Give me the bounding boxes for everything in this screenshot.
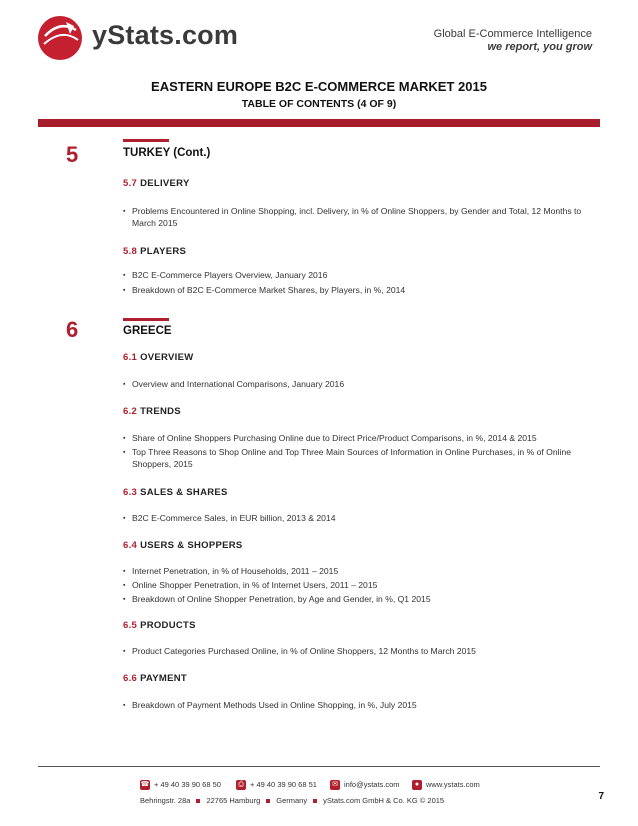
chapter-tab-marker	[123, 318, 169, 321]
toc-item: ▪ Problems Encountered in Online Shopping, incl. Delivery, in % of Online Shoppers, by Gender and Total, 12 Months to March 2015	[123, 206, 592, 229]
report-title: EASTERN EUROPE B2C E-COMMERCE MARKET 2015	[151, 79, 487, 94]
section-number: 6.1	[123, 352, 138, 363]
toc-item: ▪ Breakdown of B2C E-Commerce Market Shares, by Players, in %, 2014	[123, 285, 592, 297]
toc-item: ▪ Overview and International Comparisons, January 2016	[123, 379, 592, 391]
separator-square	[266, 799, 270, 803]
tagline-line1: Global E-Commerce Intelligence	[433, 28, 592, 40]
page-number: 7	[598, 791, 604, 802]
chapter-name: TURKEY (Cont.)	[123, 147, 211, 159]
footer-divider	[38, 766, 600, 767]
ystats-logo	[36, 14, 239, 66]
toc-item: ▪ B2C E-Commerce Players Overview, January 2016	[123, 270, 592, 282]
chapter-name: GREECE	[123, 325, 172, 337]
section-heading	[123, 620, 196, 631]
section-heading	[123, 246, 186, 257]
section-title: USERS & SHOPPERS	[140, 540, 243, 551]
toc-item: ▪ Share of Online Shoppers Purchasing Online due to Direct Price/Product Comparisons, in %, 2014 & 2015	[123, 433, 592, 445]
web-link[interactable]: www.ystats.com	[426, 780, 480, 789]
tagline-line2: we report, you grow	[487, 41, 592, 53]
section-title: OVERVIEW	[140, 352, 194, 363]
footer-web[interactable]	[412, 780, 480, 790]
section-number: 6.6	[123, 673, 138, 684]
toc-item: ▪ Breakdown of Online Shopper Penetration, by Age and Gender, in %, Q1 2015	[123, 594, 592, 606]
section-heading	[123, 673, 187, 684]
toc-item: ▪ Breakdown of Payment Methods Used in Online Shopping, in %, July 2015	[123, 700, 592, 712]
footer-address	[140, 796, 444, 805]
address-street: Behringstr. 28a	[140, 796, 191, 805]
email-link[interactable]: info@ystats.com	[344, 780, 400, 789]
section-title: TRENDS	[140, 406, 181, 417]
section-number: 6.3	[123, 487, 138, 498]
section-heading	[123, 540, 243, 551]
address-city: 22765 Hamburg	[206, 796, 261, 805]
section-heading	[123, 487, 228, 498]
section-number: 6.4	[123, 540, 138, 551]
globe-icon: ●	[412, 780, 422, 790]
toc-item: ▪ Product Categories Purchased Online, in % of Online Shoppers, 12 Months to March 2015	[123, 646, 592, 658]
toc-item: ▪ Top Three Reasons to Shop Online and Top Three Main Sources of Information in Online Purchases, in % of Online Shoppers, 2015	[123, 447, 592, 470]
chapter-tab-marker	[123, 139, 169, 142]
toc-item: ▪ B2C E-Commerce Sales, in EUR billion, 2013 & 2014	[123, 513, 592, 525]
email-icon: ✉	[330, 780, 340, 790]
separator-square	[196, 799, 200, 803]
phone-icon: ☎	[140, 781, 150, 789]
section-title: SALES & SHARES	[140, 487, 228, 498]
toc-subtitle: TABLE OF CONTENTS (4 OF 9)	[241, 98, 397, 110]
section-number: 6.5	[123, 620, 138, 631]
section-title: PAYMENT	[140, 673, 188, 684]
company-copyright: yStats.com GmbH & Co. KG © 2015	[323, 796, 445, 805]
section-number: 6.2	[123, 406, 138, 417]
separator-square	[313, 799, 317, 803]
chapter-number: 6	[66, 317, 79, 342]
section-title: DELIVERY	[140, 178, 190, 189]
fax-icon: ⎙	[236, 780, 246, 790]
section-title: PRODUCTS	[140, 620, 196, 631]
toc-item: ▪ Online Shopper Penetration, in % of Internet Users, 2011 – 2015	[123, 580, 592, 592]
footer-fax	[236, 780, 317, 790]
section-heading	[123, 352, 194, 363]
section-heading	[123, 406, 181, 417]
header-divider-bar	[38, 119, 600, 127]
section-number: 5.8	[123, 246, 138, 257]
chapter-number: 5	[66, 142, 79, 167]
section-title: PLAYERS	[140, 246, 187, 257]
section-number: 5.7	[123, 178, 138, 189]
footer-email[interactable]	[330, 780, 400, 790]
address-country: Germany	[276, 796, 308, 805]
footer-phone	[140, 780, 221, 790]
logo-globe-icon	[36, 14, 84, 62]
tagline	[434, 28, 592, 53]
logo-text: yStats.com	[92, 20, 239, 50]
section-heading	[123, 178, 190, 189]
toc-item: ▪ Internet Penetration, in % of Households, 2011 – 2015	[123, 566, 592, 578]
fax-number: + 49 40 39 90 68 51	[250, 780, 317, 789]
phone-number: + 49 40 39 90 68 50	[154, 780, 221, 789]
